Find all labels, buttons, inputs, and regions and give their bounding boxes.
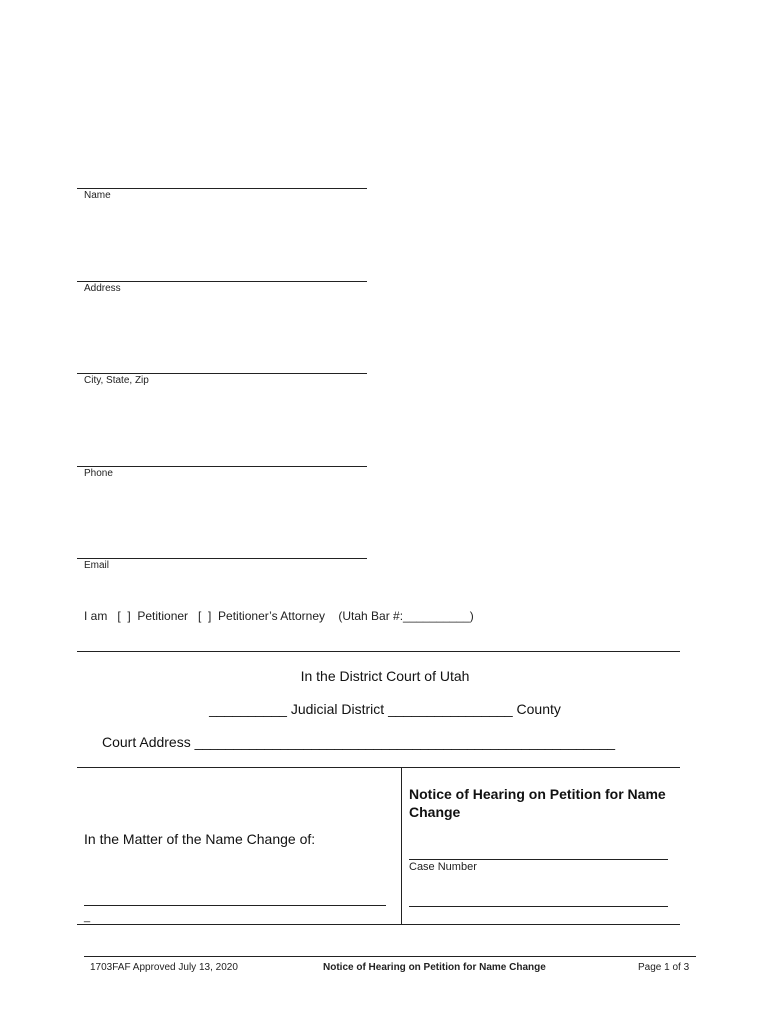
city-state-zip-line[interactable] xyxy=(77,373,367,374)
notice-title: Notice of Hearing on Petition for Name Change xyxy=(409,786,666,820)
footer-doc-title: Notice of Hearing on Petition for Name Change xyxy=(323,962,546,973)
court-address-line[interactable]: Court Address ______________________________________________________ xyxy=(102,734,616,750)
matter-label: In the Matter of the Name Change of: xyxy=(84,831,316,847)
case-extra-line[interactable] xyxy=(409,906,668,907)
name-line[interactable] xyxy=(77,188,367,189)
petitioner-name-line[interactable] xyxy=(84,905,386,906)
petitioner-name-extra: _ xyxy=(84,911,91,923)
city-state-zip-label: City, State, Zip xyxy=(84,375,149,386)
court-header-divider xyxy=(77,651,680,652)
address-line[interactable] xyxy=(77,281,367,282)
caption-bottom-border xyxy=(77,924,680,925)
caption-divider xyxy=(401,768,402,925)
footer-page-number: Page 1 of 3 xyxy=(638,962,690,973)
case-number-label: Case Number xyxy=(409,861,477,873)
court-title: In the District Court of Utah xyxy=(300,668,470,684)
case-number-line[interactable] xyxy=(409,859,668,860)
caption-top-border xyxy=(77,767,680,768)
email-line[interactable] xyxy=(77,558,367,559)
address-label: Address xyxy=(84,283,121,294)
role-selection-line[interactable]: I am [ ] Petitioner [ ] Petitioner’s Attorney (Utah Bar #:__________) xyxy=(84,609,474,623)
name-label: Name xyxy=(84,190,111,201)
email-label: Email xyxy=(84,560,110,571)
footer-form-id: 1703FAF Approved July 13, 2020 xyxy=(90,962,238,973)
footer-divider xyxy=(84,956,696,957)
phone-line[interactable] xyxy=(77,466,367,467)
judicial-district-line[interactable]: __________ Judicial District ________________ County xyxy=(209,701,561,717)
phone-label: Phone xyxy=(84,468,113,479)
